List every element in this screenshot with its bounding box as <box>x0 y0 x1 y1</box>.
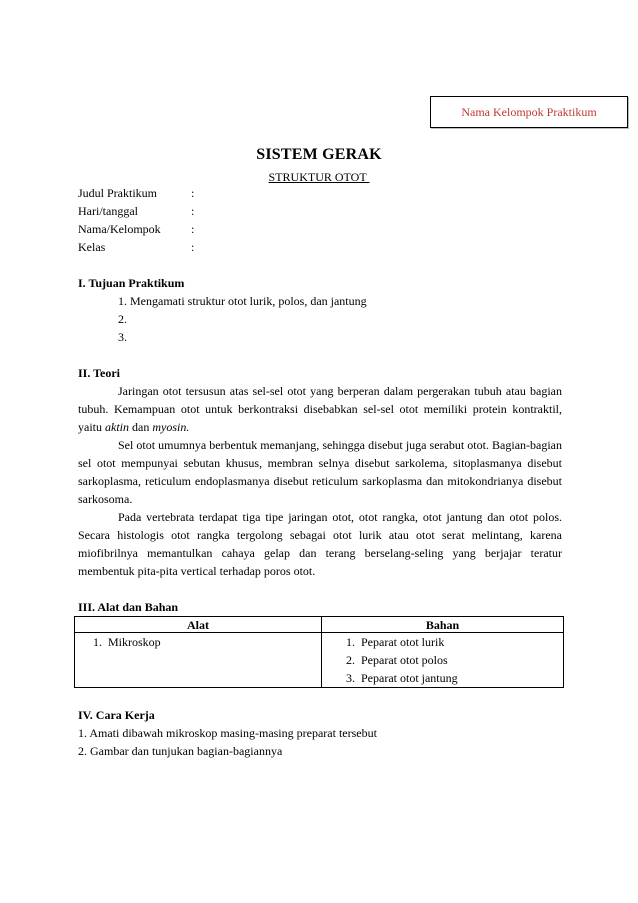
alat-bahan-table <box>74 616 564 688</box>
paragraph: Pada vertebrata terdapat tiga tipe jaringan otot, otot rangka, otot jantung dan otot polos. Secara histologis otot rangka tergolong sebagai otot lurik atau otot serat melintang, karena miofibrilnya memantulkan cahaya gelap dan terang berselang-seling yang berjajar teratur membentuk pita-pita vertical terhadap poros otot. <box>78 510 562 578</box>
subtitle-text: STRUKTUR OTOT <box>268 170 370 184</box>
section-teori <box>78 364 562 580</box>
document-subtitle <box>0 170 638 185</box>
field-colon: : <box>191 204 195 218</box>
list-item: 1. Mikroskop <box>93 635 161 649</box>
term-myosin: myosin. <box>152 420 190 434</box>
field-colon: : <box>191 222 195 236</box>
field-row-judul <box>78 184 562 202</box>
section-heading: III. Alat dan Bahan <box>78 600 179 614</box>
field-label: Hari/tanggal <box>78 204 138 218</box>
field-label: Judul Praktikum <box>78 186 158 200</box>
tujuan-list <box>78 292 562 346</box>
field-label: Nama/Kelompok <box>78 222 161 236</box>
list-item: 2. <box>118 312 127 326</box>
group-name-box <box>430 96 628 128</box>
paragraph-text: Jaringan otot tersusun atas sel-sel otot yang berperan dalam pergerakan tubuh atau bagian tubuh. Kemampuan otot untuk berkontraksi disebabkan sel-sel otot memiliki protein kontraktil, yaitu <box>78 384 562 434</box>
document-body <box>78 184 562 760</box>
column-header-alat: Alat <box>75 617 322 633</box>
list-item: 1. Amati dibawah mikroskop masing-masing preparat tersebut <box>78 726 377 740</box>
field-label: Kelas <box>78 240 106 254</box>
list-item: 3. <box>118 330 127 344</box>
section-heading: I. Tujuan Praktikum <box>78 276 185 290</box>
document-title: SISTEM GERAK <box>256 146 382 163</box>
field-colon: : <box>191 240 195 254</box>
alat-cell <box>75 633 322 688</box>
section-heading: II. Teori <box>78 366 121 380</box>
term-aktin: aktin <box>105 420 129 434</box>
header-fields <box>78 184 562 256</box>
list-item: 1. Peparat otot lurik <box>346 635 445 649</box>
list-item: 2. Gambar dan tunjukan bagian-bagiannya <box>78 744 283 758</box>
section-tujuan <box>78 274 562 346</box>
section-alat-bahan <box>78 598 562 688</box>
list-item: 1. Mengamati struktur otot lurik, polos, dan jantung <box>118 294 367 308</box>
field-row-hari <box>78 202 562 220</box>
group-name-label: Nama Kelompok Praktikum <box>461 104 597 119</box>
bahan-cell <box>322 633 564 688</box>
field-colon: : <box>191 186 195 200</box>
field-row-nama <box>78 220 562 238</box>
column-header-bahan: Bahan <box>322 617 564 633</box>
section-cara-kerja <box>78 706 562 760</box>
field-row-kelas <box>78 238 562 256</box>
paragraph: Sel otot umumnya berbentuk memanjang, sehingga disebut juga serabut otot. Bagian-bagian sel otot mempunyai sebutan khusus, membran selnya disebut sarkolema, sitoplasmanya disebut sarkoplasma, reticulum endoplasmanya disebut reticulum sarkoplasma dan mitokondrianya disebut sarkosoma. <box>78 438 562 506</box>
paragraph <box>78 382 562 436</box>
paragraph-text: dan <box>129 420 153 434</box>
list-item: 3. Peparat otot jantung <box>346 671 458 685</box>
section-heading: IV. Cara Kerja <box>78 708 155 722</box>
list-item: 2. Peparat otot polos <box>346 653 448 667</box>
